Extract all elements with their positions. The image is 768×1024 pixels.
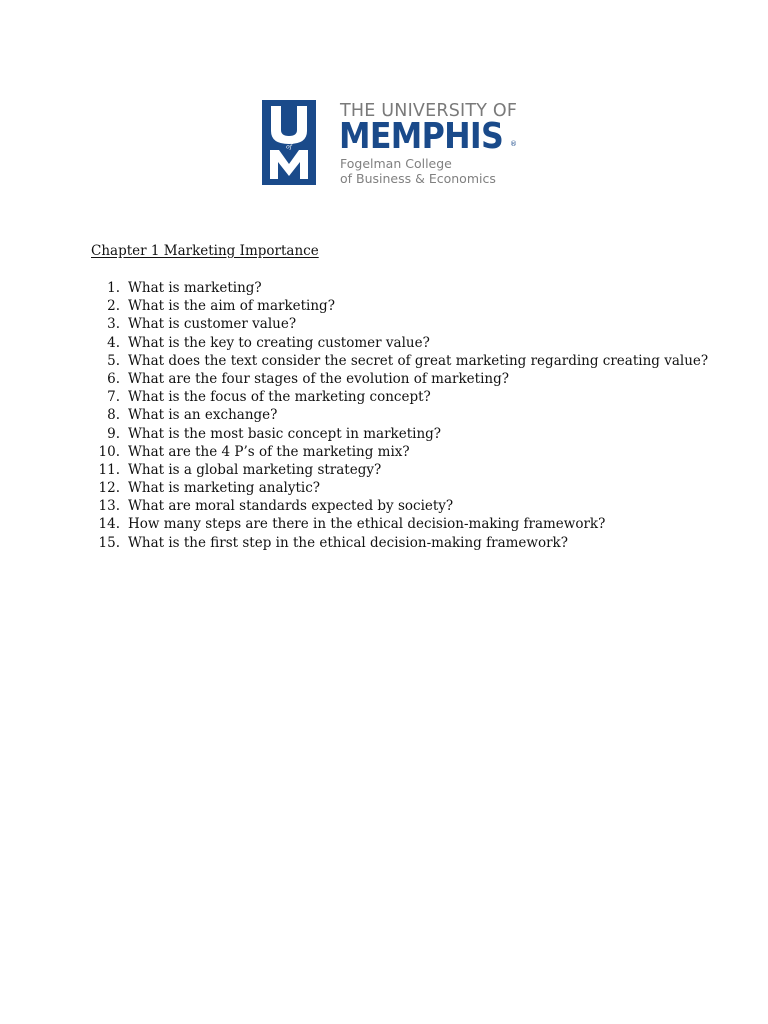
question-number: 7. xyxy=(107,389,120,406)
question-item xyxy=(91,297,708,315)
question-text: What is the aim of marketing? xyxy=(128,298,335,315)
question-text: What are moral standards expected by society? xyxy=(128,498,454,515)
question-number: 1. xyxy=(107,280,120,296)
university-logo xyxy=(262,99,524,187)
question-text: What is the key to creating customer value? xyxy=(128,334,430,351)
question-text: What is a global marketing strategy? xyxy=(128,461,382,478)
question-text: What is the most basic concept in marketing? xyxy=(128,425,442,442)
chapter-title: Chapter 1 Marketing Importance xyxy=(91,243,319,259)
logo-mark-of: of xyxy=(286,143,292,151)
question-number: 2. xyxy=(107,298,120,315)
question-text: What are the 4 P’s of the marketing mix? xyxy=(128,443,410,460)
logo-memphis-text: MEMPHIS xyxy=(339,116,504,157)
question-item xyxy=(91,388,708,406)
logo-university-text: THE UNIVERSITY OF xyxy=(340,101,518,121)
question-text: What is marketing? xyxy=(128,280,262,296)
question-item xyxy=(91,443,708,461)
logo-business-text: of Business & Economics xyxy=(340,171,496,186)
question-item xyxy=(91,352,708,370)
logo-registered-mark: ® xyxy=(510,140,517,148)
question-number: 12. xyxy=(98,480,120,497)
question-item xyxy=(91,497,708,515)
question-number: 5. xyxy=(107,352,120,369)
question-item xyxy=(91,461,708,479)
question-number: 15. xyxy=(98,534,120,551)
question-item xyxy=(91,315,708,333)
question-text: What is an exchange? xyxy=(128,407,278,424)
question-text: What does the text consider the secret of great marketing regarding creating value? xyxy=(128,352,709,369)
question-item xyxy=(91,515,708,533)
question-number: 3. xyxy=(107,316,120,333)
question-number: 8. xyxy=(107,407,120,424)
question-item xyxy=(91,370,708,388)
question-number: 11. xyxy=(98,461,120,478)
question-text: What is marketing analytic? xyxy=(128,480,320,497)
question-item xyxy=(91,334,708,352)
question-number: 6. xyxy=(107,370,120,387)
question-text: How many steps are there in the ethical decision-making framework? xyxy=(128,516,606,533)
question-number: 10. xyxy=(98,443,120,460)
question-number: 14. xyxy=(98,516,120,533)
logo-mark-icon xyxy=(262,100,316,185)
logo-college-text: Fogelman College xyxy=(340,156,452,171)
question-item xyxy=(91,279,708,297)
question-item xyxy=(91,534,708,552)
question-item xyxy=(91,406,708,424)
question-number: 9. xyxy=(107,425,120,442)
question-item xyxy=(91,425,708,443)
question-text: What is the focus of the marketing concept? xyxy=(128,389,431,406)
question-item xyxy=(91,479,708,497)
question-number: 4. xyxy=(107,334,120,351)
question-text: What is customer value? xyxy=(128,316,297,333)
question-list xyxy=(91,279,708,552)
question-text: What are the four stages of the evolution of marketing? xyxy=(128,370,509,387)
question-text: What is the first step in the ethical decision-making framework? xyxy=(128,534,568,551)
question-number: 13. xyxy=(98,498,120,515)
